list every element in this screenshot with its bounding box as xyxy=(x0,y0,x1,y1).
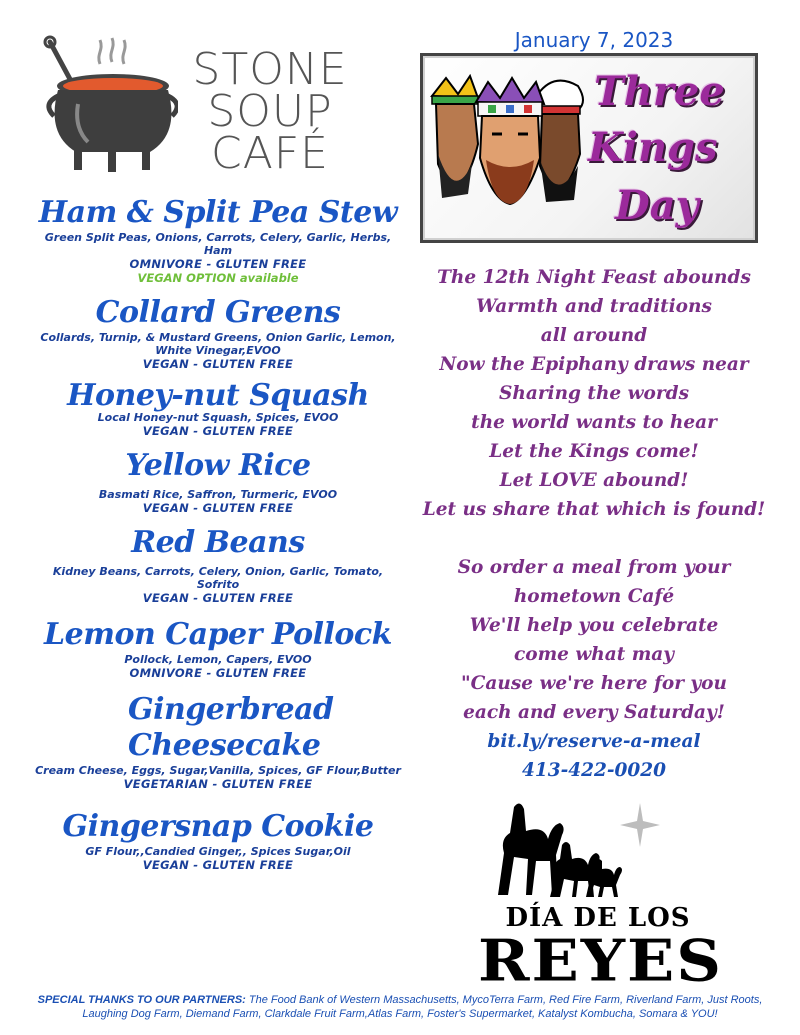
invite-line: hometown Café xyxy=(513,586,675,607)
phone-number[interactable]: 413-422-0020 xyxy=(521,760,667,781)
dish-ingredients: GF Flour,,Candied Ginger,, Spices Sugar,Oil xyxy=(85,845,351,858)
partners-list: The Food Bank of Western Massachusetts, MycoTerra Farm, Red Fire Farm, Riverland Farm, Just Roots, Laughing Dog Farm, Diemand Farm, Clarkdale Fruit Farm,Atlas Farm, Foster's Supermarket, Katalyst Kombucha, Somara & YOU! xyxy=(82,994,763,1020)
poem-line: The 12th Night Feast abounds xyxy=(437,267,751,288)
dish-note: VEGAN OPTION available xyxy=(137,271,299,285)
dish-tags: OMNIVORE - GLUTEN FREE xyxy=(129,257,307,271)
poem-line: Let the Kings come! xyxy=(489,441,699,462)
kings-title-three: Three xyxy=(594,68,725,115)
dish-ingredients: Collards, Turnip, & Mustard Greens, Onion Garlic, Lemon, White Vinegar,EVOO xyxy=(40,331,396,357)
dish-name: Lemon Caper Pollock xyxy=(44,617,392,652)
menu-list xyxy=(18,195,418,872)
dish-name: Collard Greens xyxy=(95,295,341,330)
menu-item xyxy=(18,195,418,285)
dish-name: Gingersnap Cookie xyxy=(62,809,374,844)
partners-label: SPECIAL THANKS TO OUR PARTNERS: xyxy=(37,994,246,1006)
menu-item xyxy=(18,617,418,680)
poem-line: all around xyxy=(540,325,648,346)
poem-line: the world wants to hear xyxy=(471,412,717,433)
kings-title-day: Day xyxy=(615,182,699,229)
logo-text-stone: STONE xyxy=(192,44,348,95)
poem-line: Let LOVE abound! xyxy=(499,470,689,491)
menu-item xyxy=(18,295,418,371)
poem-line: Now the Epiphany draws near xyxy=(439,354,749,375)
invite-line: We'll help you celebrate xyxy=(469,615,719,636)
dish-ingredients: Pollock, Lemon, Capers, EVOO xyxy=(124,653,312,666)
reyes-title-main: REYES xyxy=(478,926,724,995)
dish-name: Honey-nut Squash xyxy=(67,378,369,413)
poem-line: Warmth and traditions xyxy=(476,296,712,317)
partners-footer xyxy=(22,993,778,1021)
event-date: January 7, 2023 xyxy=(514,28,674,52)
dish-name: Yellow Rice xyxy=(125,448,311,483)
dish-ingredients: Basmati Rice, Saffron, Turmeric, EVOO xyxy=(98,488,338,501)
invite-line: So order a meal from your xyxy=(457,557,731,578)
poem-line: Sharing the words xyxy=(499,383,689,404)
reserve-link[interactable]: bit.ly/reserve-a-meal xyxy=(487,731,701,752)
dish-tags: OMNIVORE - GLUTEN FREE xyxy=(129,666,307,680)
soup-cauldron-icon xyxy=(38,24,178,174)
reyes-title-top: DÍA DE LOS xyxy=(505,903,691,933)
kings-title-kings: Kings xyxy=(588,124,718,171)
menu-item xyxy=(18,692,418,791)
dish-tags: VEGAN - GLUTEN FREE xyxy=(142,501,294,515)
poem-line: Let us share that which is found! xyxy=(422,499,766,520)
dish-ingredients: Cream Cheese, Eggs, Sugar,Vanilla, Spices, GF Flour,Butter xyxy=(35,764,401,777)
dish-name: Red Beans xyxy=(131,525,305,560)
invite-line: each and every Saturday! xyxy=(463,702,725,723)
logo-text-cafe: CAFÉ xyxy=(211,128,329,179)
dish-tags: VEGAN - GLUTEN FREE xyxy=(142,357,294,371)
invite-line: come what may xyxy=(513,644,675,665)
dish-tags: VEGAN - GLUTEN FREE xyxy=(142,424,294,438)
dish-ingredients: Kidney Beans, Carrots, Celery, Onion, Garlic, Tomato, Sofrito xyxy=(52,565,384,591)
dish-ingredients: Local Honey-nut Squash, Spices, EVOO xyxy=(97,411,339,424)
menu-item xyxy=(18,378,418,438)
order-invitation xyxy=(420,553,768,785)
poem xyxy=(420,263,768,524)
three-kings-faces-icon xyxy=(428,74,588,206)
dish-ingredients: Green Split Peas, Onions, Carrots, Celery, Garlic, Herbs, Ham xyxy=(44,231,392,257)
dish-name: Gingerbread Cheesecake xyxy=(128,692,334,763)
camel-riders-silhouette-icon xyxy=(490,795,670,900)
menu-item xyxy=(18,448,418,515)
menu-item xyxy=(18,525,418,605)
dish-tags: VEGAN - GLUTEN FREE xyxy=(142,591,294,605)
menu-item xyxy=(18,809,418,872)
dish-name: Ham & Split Pea Stew xyxy=(38,195,398,230)
invite-line: "Cause we're here for you xyxy=(461,673,727,694)
dish-tags: VEGETARIAN - GLUTEN FREE xyxy=(123,777,313,791)
logo-text-soup: SOUP xyxy=(207,86,333,137)
dish-tags: VEGAN - GLUTEN FREE xyxy=(142,858,294,872)
